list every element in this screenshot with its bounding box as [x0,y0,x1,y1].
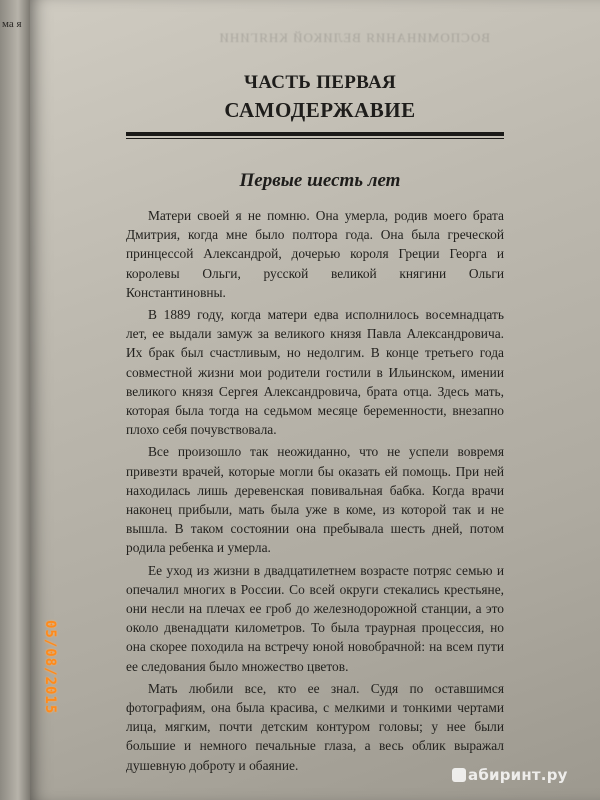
running-head-bleed-through: ВОСПОМИНАНИЯ ВЕЛИКОЙ КНЯГИНИ [218,30,490,45]
labirint-watermark [452,766,568,784]
part-label: ЧАСТЬ ПЕРВАЯ [243,72,396,93]
paragraph-1: Матери своей я не помню. Она умерла, родив моего брата Дмитрия, когда мне было полтора года. Она была греческой принцессой Александрой, дочерью короля Греции Георга и королевы Ольги, русской великой княгини Ольги Константиновны. [126,208,504,300]
paragraph-3: Все произошло так неожиданно, что не успели вовремя привезти врачей, которые могли бы оказать ей помощь. При ней находилась лишь деревенская повивальная бабка. Когда врачи наконец прибыли, мать была уже в коме, из которой так и не вышла. В таком состоянии она пребывала шесть дней, потом родила ребенка и умерла. [126,444,504,556]
previous-page-edge [0,0,30,800]
previous-page-fragment: ма я [2,18,22,30]
paragraph-4: Ее уход из жизни в двадцатилетнем возрасте потряс семью и опечалил многих в России. Со всей округи стекались крестьяне, они несли на плечах ее гроб до железнодорожной станции, а это около двенадцати километров. То была траурная процессия, но она скорее походила на встречу юной новобрачной: на всем пути ее следования было множество цветов. [126,562,504,674]
paragraph-5: Мать любили все, кто ее знал. Судя по оставшимся фотографиям, она была красива, с мелкими и тонкими чертами лица, мягким, почти детским контуром головы; у нее были большие и немного печальные глаза, а весь облик выражал душевную доброту и обаяние. [126,680,504,773]
watermark-text: абиринт.ру [468,766,568,784]
title-rule-thick [126,132,504,136]
part-title: САМОДЕРЖАВИЕ [224,98,416,122]
chapter-body [126,206,504,775]
chapter-title: Первые шесть лет [239,170,401,191]
labirint-logo-icon [452,768,466,782]
book-page [30,0,600,800]
paragraph-2: В 1889 году, когда матери едва исполнилось восемнадцать лет, ее выдали замуж за великого князя Павла Александровича. Их брак был счастливым, но недолгим. В конце третьего года совместной жизни мои родители гостили в Ильинском, имении великого князя Сергея Александровича, брата отца. Здесь мать, которая была тогда на седьмом месяце беременности, внезапно плохо себя почувствовала. [126,307,504,438]
title-rule-thin [126,138,504,139]
camera-date-stamp: 05/08/2015 [42,620,58,715]
